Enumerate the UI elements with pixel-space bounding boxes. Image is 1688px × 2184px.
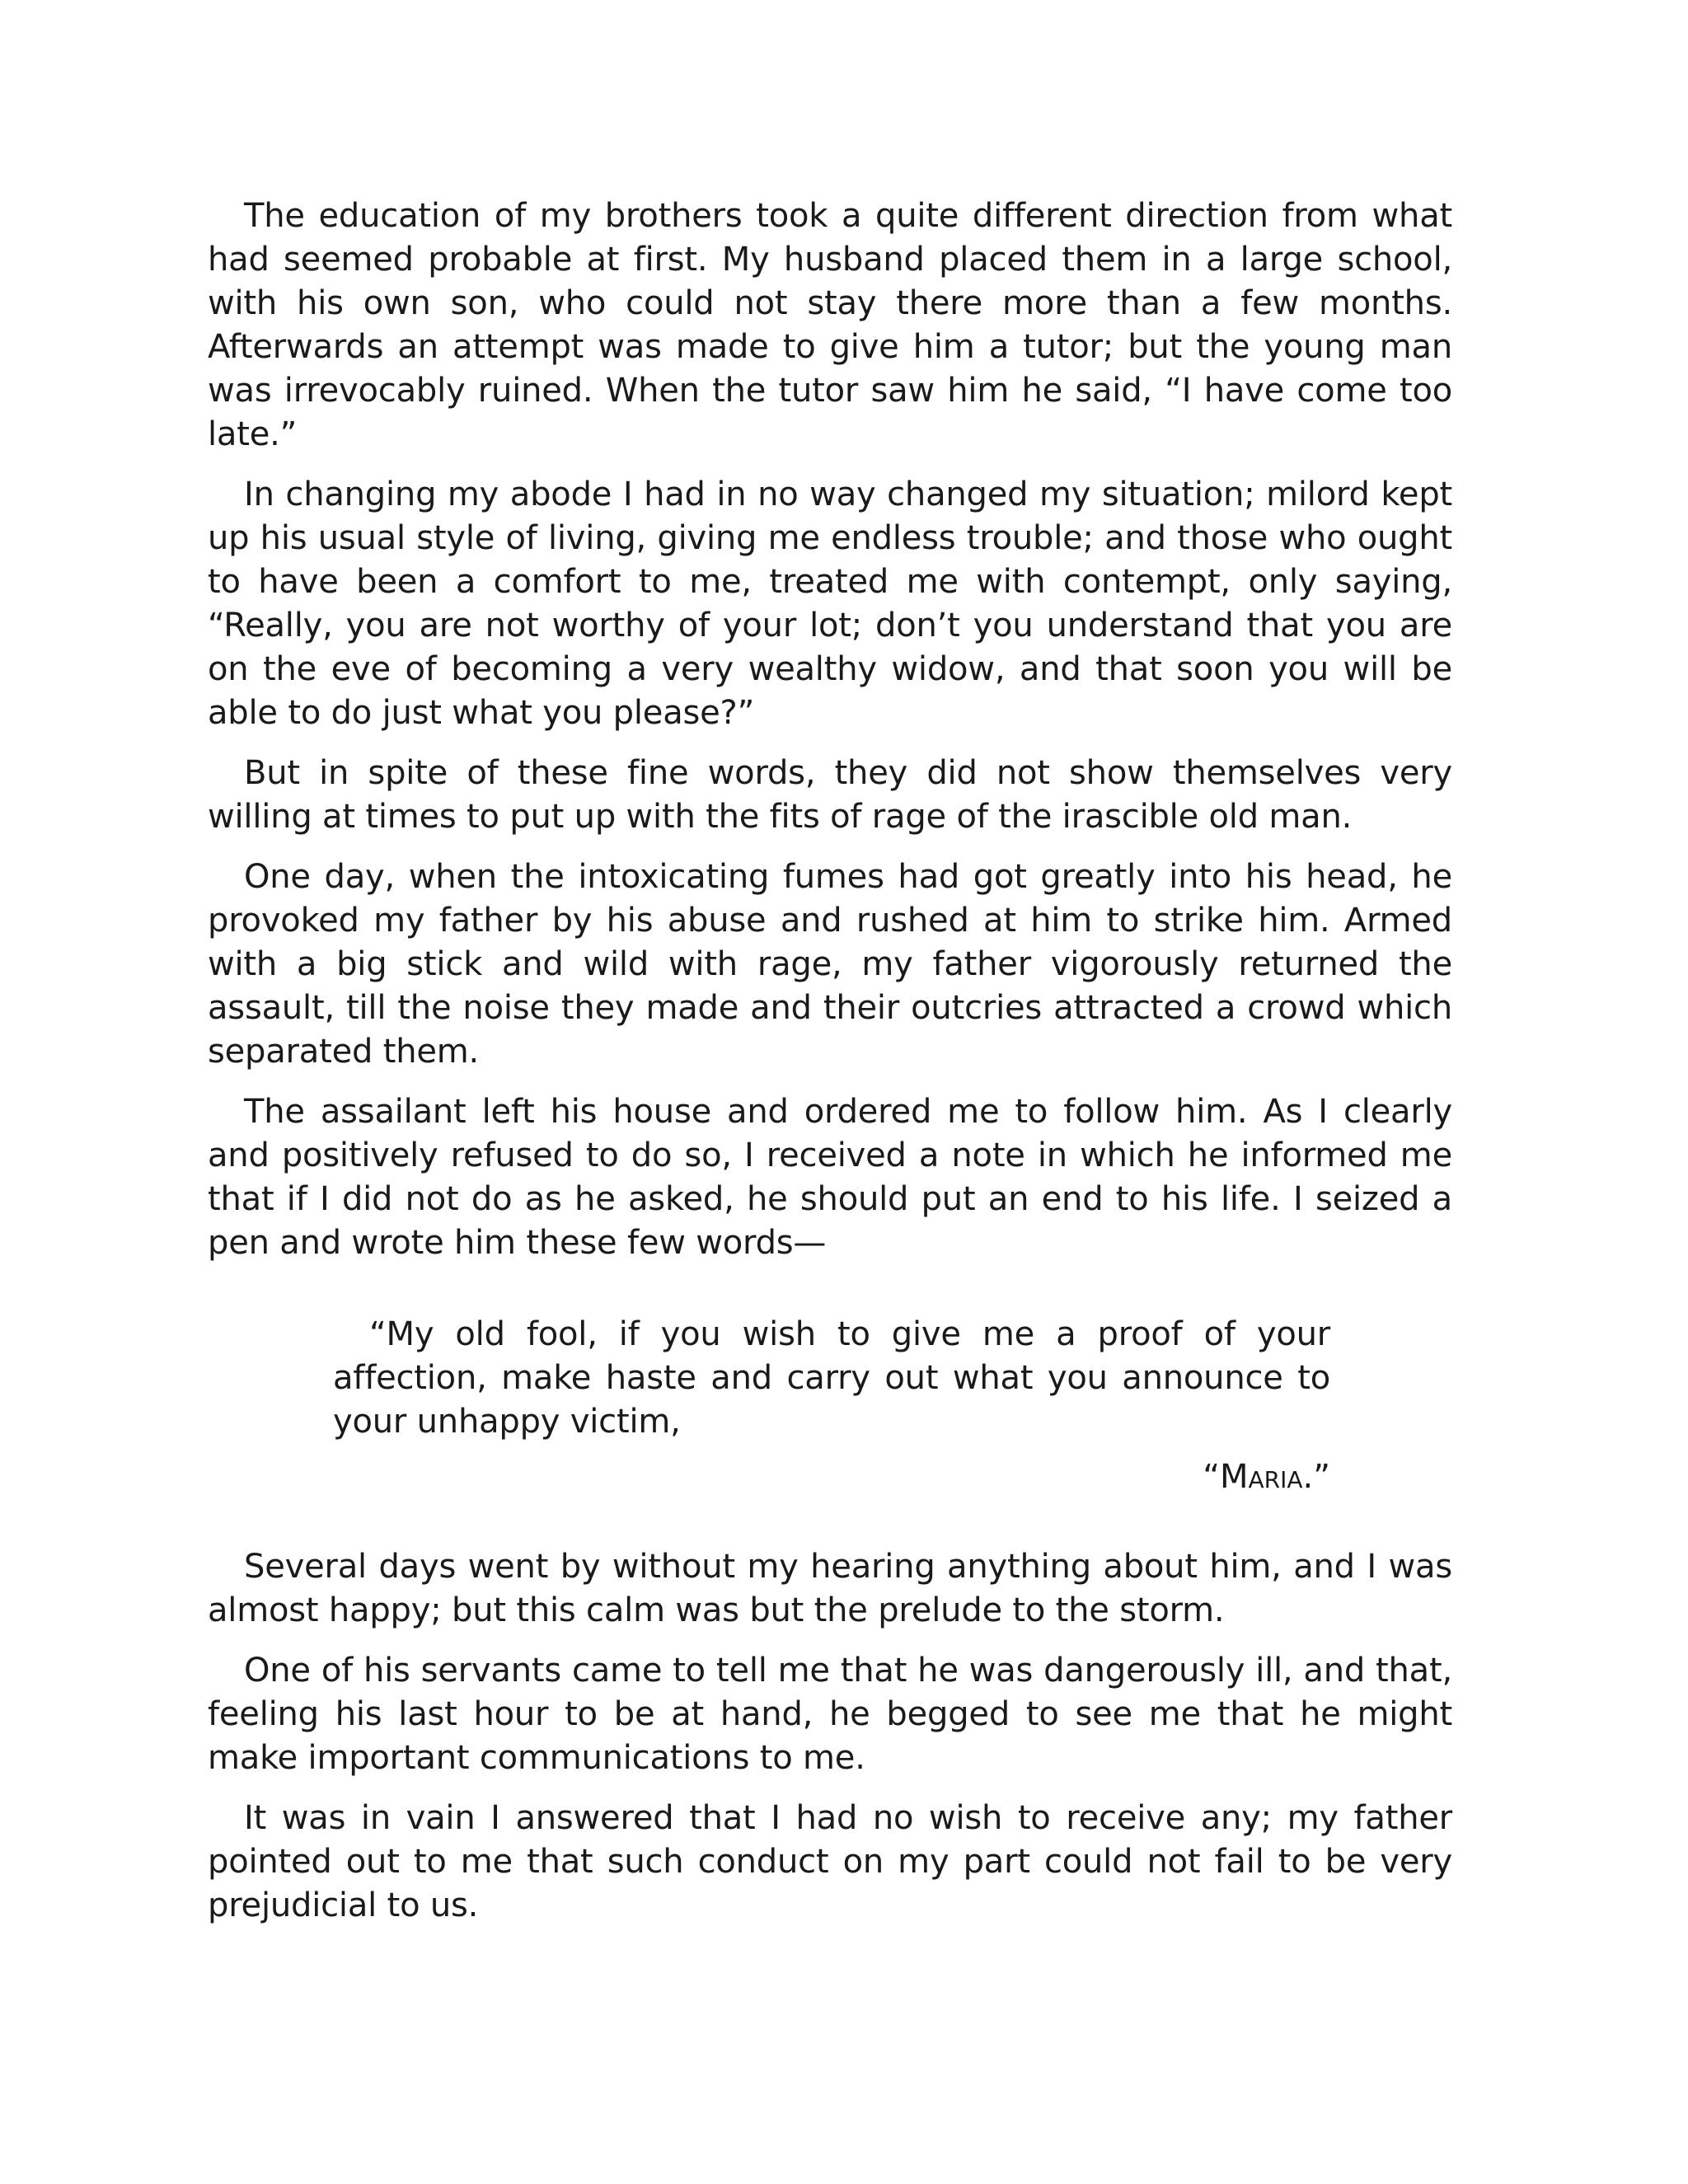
paragraph: It was in vain I answered that I had no wish to receive any; my father pointed out to me that such conduct on my part could not fail to be very prejudicial to us. (208, 1799, 1452, 1924)
letter-signature: “Maria.” (1203, 1458, 1330, 1496)
quoted-letter (208, 1313, 1330, 1499)
paragraph: One day, when the intoxicating fumes had got greatly into his head, he provoked my father by his abuse and rushed at him to strike him. Armed with a big stick and wild with rage, my father vigorously returned the assault, till the noise they made and their outcries attracted a crowd which separated them. (208, 858, 1452, 1071)
paragraph: The education of my brothers took a quite different direction from what had seemed probable at first. My husband placed them in a large school, with his own son, who could not stay there more than a few months. Afterwards an attempt was made to give him a tutor; but the young man was irrevocably ruined. When the tutor saw him he said, “I have come too late.” (208, 197, 1452, 453)
paragraph: In changing my abode I had in no way changed my situation; milord kept up his usual style of living, giving me endless trouble; and those who ought to have been a comfort to me, treated me with contempt, only saying, “Really, you are not worthy of your lot; don’t you understand that you are on the eve of becoming a very wealthy widow, and that soon you will be able to do just what you please?” (208, 476, 1452, 732)
letter-body: “My old fool, if you wish to give me a proof of your affection, make haste and carry out what you announce to your unhappy victim, (333, 1315, 1330, 1441)
paragraph: One of his servants came to tell me that he was dangerously ill, and that, feeling his last hour to be at hand, he begged to see me that he might make important communications to me. (208, 1652, 1452, 1777)
paragraph: But in spite of these fine words, they did not show themselves very willing at times to put up with the fits of rage of the irascible old man. (208, 754, 1452, 836)
paragraph: The assailant left his house and ordered me to follow him. As I clearly and positively refused to do so, I received a note in which he informed me that if I did not do as he asked, he should put an end to his life. I seized a pen and wrote him these few words— (208, 1093, 1452, 1262)
paragraph: Several days went by without my hearing anything about him, and I was almost happy; but this calm was but the prelude to the storm. (208, 1548, 1452, 1629)
page-text (208, 194, 1452, 1944)
